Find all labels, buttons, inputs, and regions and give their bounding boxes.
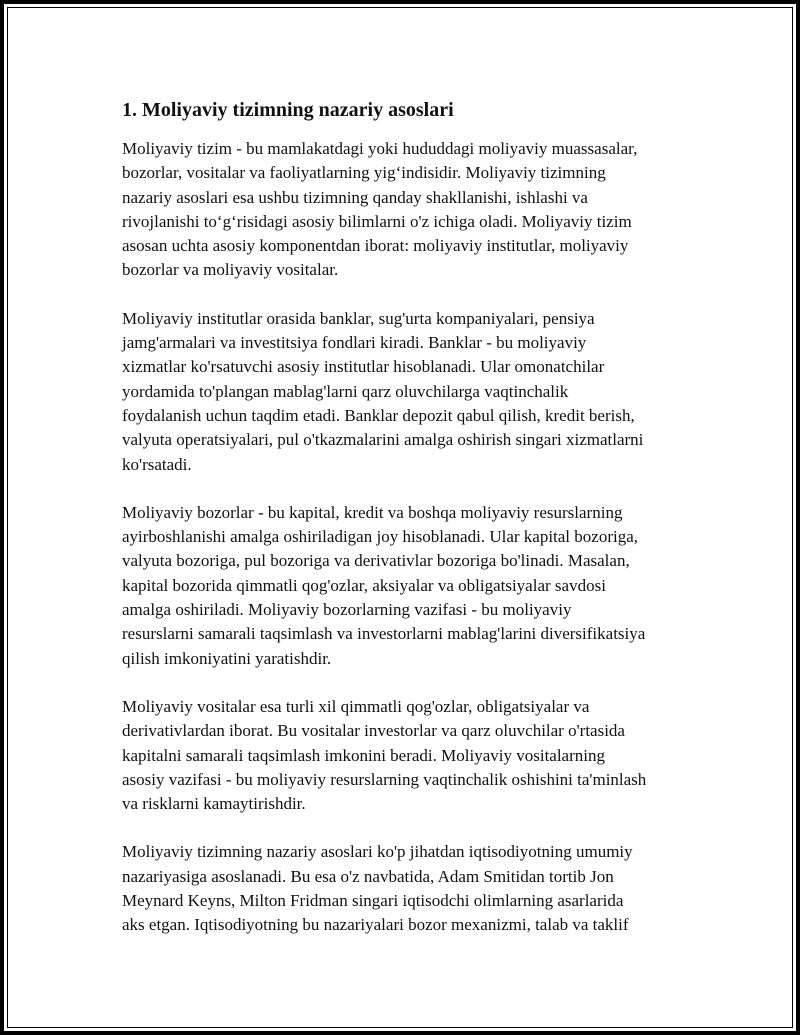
text-line: valyuta operatsiyalari, pul o'tkazmalarini amalga oshirish singari xizmatlarni: [122, 430, 644, 450]
text-line: ayirboshlanishi amalga oshiriladigan joy hisoblanadi. Ular kapital bozoriga,: [122, 527, 639, 547]
text-line: Moliyaviy vositalar esa turli xil qimmatli qog'ozlar, obligatsiyalar va: [122, 696, 590, 716]
text-line: Moliyaviy tizim - bu mamlakatdagi yoki hududdagi moliyaviy muassasalar,: [122, 139, 638, 158]
text-line: qilish imkoniyatini yaratishdir.: [122, 648, 332, 668]
text-line: nazariyasiga asoslanadi. Bu esa o'z navbatida, Adam Smitidan tortib Jon: [122, 866, 614, 886]
text-line: resurslarni samarali taqsimlash va investorlarni mablag'larini diversifikatsiya: [122, 624, 646, 644]
text-line: bozorlar, vositalar va faoliyatlarning yig‘indisidir. Moliyaviy tizimning: [122, 163, 606, 183]
text-line: xizmatlar ko'rsatuvchi asosiy institutlar hisoblanadi. Ular omonatchilar: [122, 357, 605, 377]
text-line: asosiy vazifasi - bu moliyaviy resurslarning vaqtinchalik oshishini ta'minlash: [122, 769, 647, 789]
paragraph-3: [122, 501, 697, 671]
text-line: Meynard Keyns, Milton Fridman singari iqtisodchi olimlarning asarlarida: [122, 891, 624, 911]
text-line: asosan uchta asosiy komponentdan iborat: moliyaviy institutlar, moliyaviy: [122, 236, 629, 256]
paragraph-5: [122, 840, 697, 937]
text-line: Moliyaviy institutlar orasida banklar, sug'urta kompaniyalari, pensiya: [122, 308, 595, 328]
paragraph-2: [122, 307, 697, 477]
document-body: [122, 96, 697, 962]
text-line: amalga oshiriladi. Moliyaviy bozorlarning vazifasi - bu moliyaviy: [122, 600, 572, 620]
text-line: derivativlardan iborat. Bu vositalar investorlar va qarz oluvchilar o'rtasida: [122, 721, 625, 741]
text-line: Moliyaviy tizimning nazariy asoslari ko'p jihatdan iqtisodiyotning umumiy: [122, 842, 633, 862]
text-line: aks etgan. Iqtisodiyotning bu nazariyalari bozor mexanizmi, talab va taklif: [122, 915, 629, 935]
text-line: rivojlanishi to‘g‘risidagi asosiy bilimlarni o'z ichiga oladi. Moliyaviy tizim: [122, 211, 632, 231]
text-line: valyuta bozoriga, pul bozoriga va derivativlar bozoriga bo'linadi. Masalan,: [122, 551, 630, 571]
paragraph-4: [122, 695, 697, 816]
paragraph-1: [122, 137, 697, 283]
document-title: 1. Moliyaviy tizimning nazariy asoslari: [122, 99, 454, 121]
text-line: nazariy asoslari esa ushbu tizimning qanday shakllanishi, ishlashi va: [122, 187, 588, 207]
text-line: va risklarni kamaytirishdir.: [122, 794, 306, 814]
text-line: ko'rsatadi.: [122, 454, 192, 474]
text-line: kapital bozorida qimmatli qog'ozlar, aksiyalar va obligatsiyalar savdosi: [122, 575, 606, 595]
text-line: jamg'armalari va investitsiya fondlari kiradi. Banklar - bu moliyaviy: [122, 333, 587, 353]
text-line: Moliyaviy bozorlar - bu kapital, kredit va boshqa moliyaviy resurslarning: [122, 502, 623, 522]
text-line: foydalanish uchun taqdim etadi. Banklar depozit qabul qilish, kredit berish,: [122, 405, 635, 425]
text-line: bozorlar va moliyaviy vositalar.: [122, 260, 339, 280]
text-line: yordamida to'plangan mablag'larni qarz oluvchilarga vaqtinchalik: [122, 381, 569, 401]
text-line: kapitalni samarali taqsimlash imkonini beradi. Moliyaviy vositalarning: [122, 745, 605, 765]
